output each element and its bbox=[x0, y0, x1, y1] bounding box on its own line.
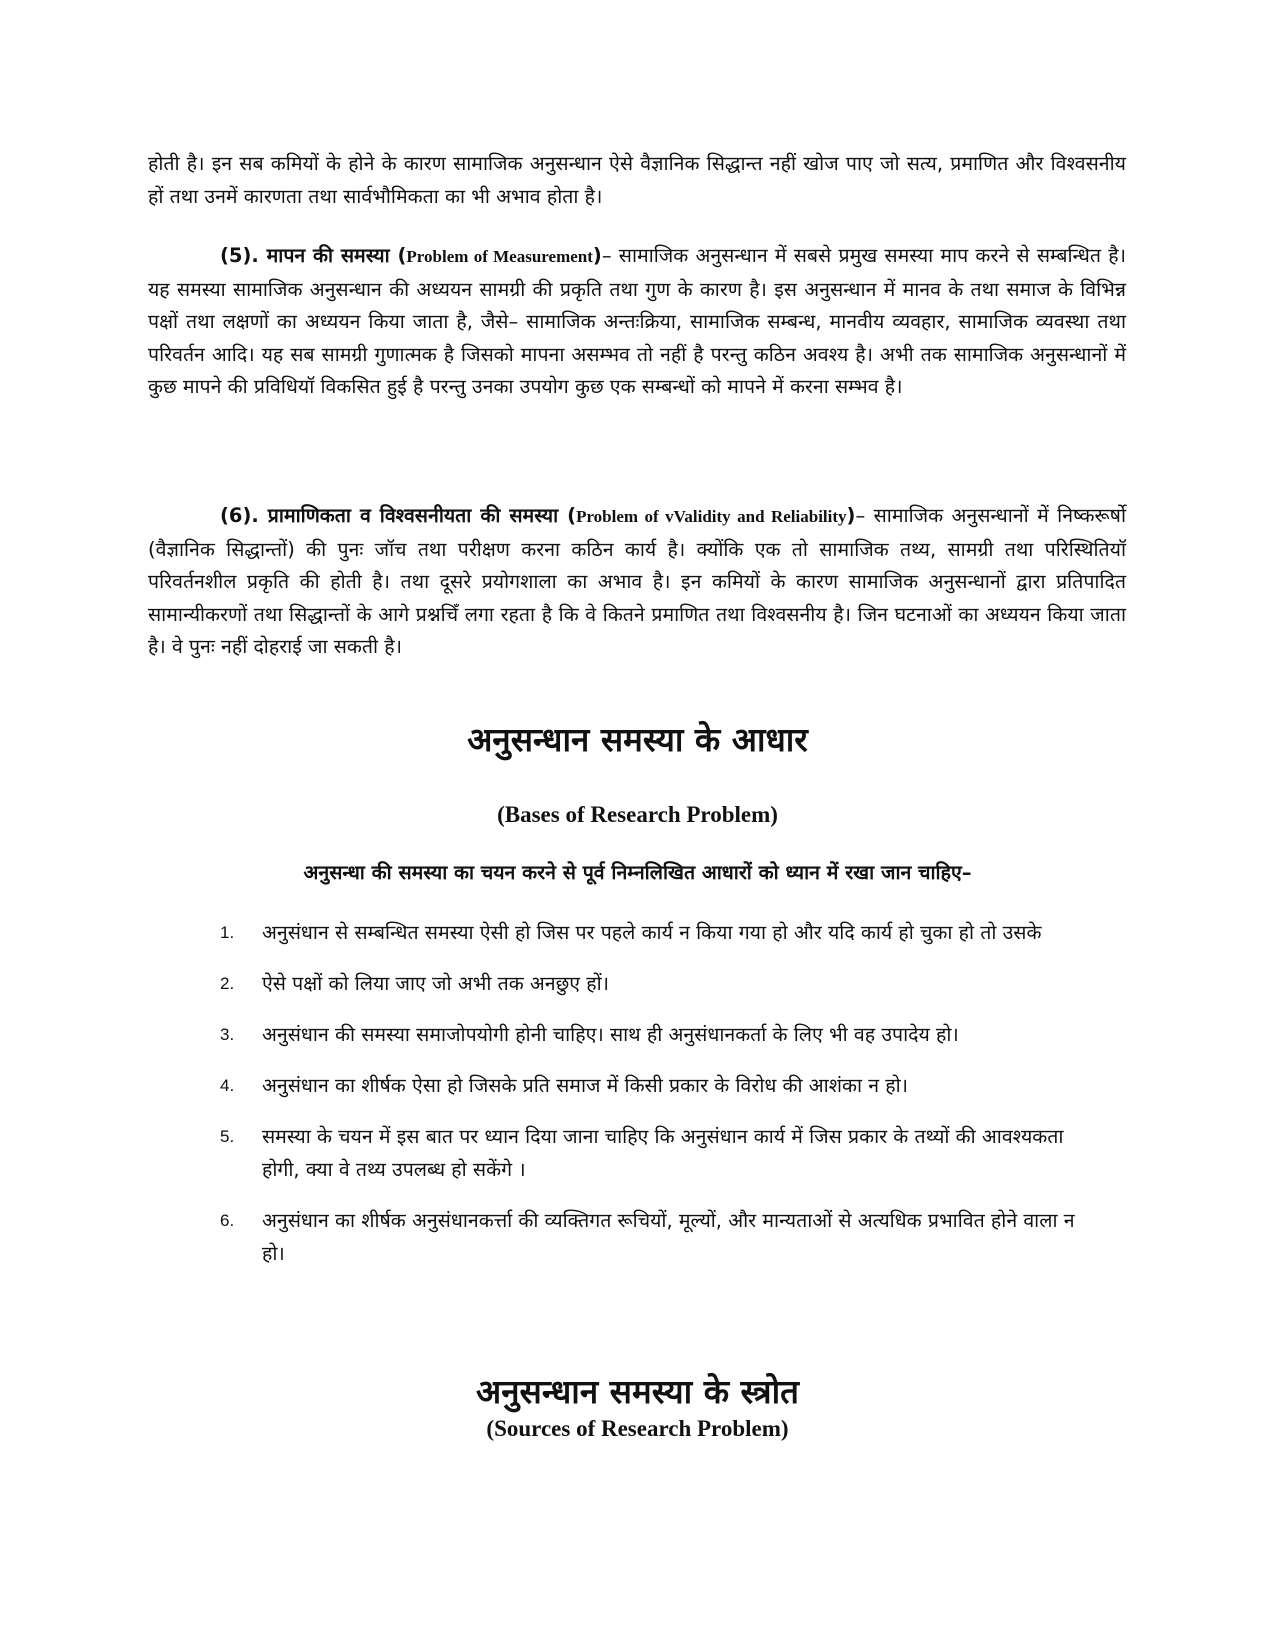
list-item-number: 1. bbox=[220, 923, 235, 942]
list-item-number: 6. bbox=[220, 1211, 235, 1230]
section-5-heading-close: ) bbox=[592, 244, 602, 267]
section-6-english-term: Problem of vValidity and Reliability bbox=[576, 507, 847, 526]
list-item-number: 3. bbox=[220, 1025, 235, 1044]
section-5-english-term: Problem of Measurement bbox=[406, 247, 593, 266]
bases-title: अनुसन्धान समस्या के आधार bbox=[467, 720, 808, 759]
list-item-text: अनुसंधान की समस्या समाजोपयोगी होनी चाहिए। साथ ही अनुसंधानकर्ता के लिए भी वह उपादेय हो। bbox=[262, 1023, 959, 1046]
bases-intro: अनुसन्धा की समस्या का चयन करने से पूर्व निम्नलिखित आधारों को ध्यान में रखा जान चाहिए– bbox=[303, 861, 972, 884]
list-item bbox=[220, 916, 1100, 949]
section-6-paragraph bbox=[148, 500, 1126, 664]
list-item-text: ऐसे पक्षों को लिया जाए जो अभी तक अनछुए हों। bbox=[262, 972, 610, 995]
list-item-text: अनुसंधान का शीर्षक ऐसा हो जिसके प्रति समाज में किसी प्रकार के विरोध की आशंका न हो। bbox=[262, 1074, 909, 1097]
list-item-number: 4. bbox=[220, 1076, 235, 1095]
list-item-text: अनुसंधान से सम्बन्धित समस्या ऐसी हो जिस पर पहले कार्य न किया गया हो और यदि कार्य हो चुका हो तो उसके bbox=[262, 921, 1042, 944]
bases-list bbox=[220, 916, 1100, 1288]
list-item bbox=[220, 1018, 1100, 1051]
list-item bbox=[220, 967, 1100, 1000]
list-item-number: 2. bbox=[220, 974, 235, 993]
section-6-heading-close: ) bbox=[846, 504, 856, 527]
section-6-heading: (6). प्रामाणिकता व विश्वसनीयता की समस्या ( bbox=[220, 504, 577, 527]
intro-paragraph: होती है। इन सब कमियों के होने के कारण सामाजिक अनुसन्धान ऐसे वैज्ञानिक सिद्धान्त नहीं खोज पाए जो सत्य, प्रमाणित और विश्वसनीय हों तथा उनमें कारणता तथा सार्वभौमिकता का भी अभाव होता है। bbox=[148, 152, 1126, 208]
list-item-text: अनुसंधान का शीर्षक अनुसंधानकर्त्ता की व्यक्तिगत रूचियों, मूल्यों, और मान्यताओं से अत्यधिक प्रभावित होने वाला न हो। bbox=[262, 1209, 1075, 1265]
section-5-paragraph bbox=[148, 240, 1126, 404]
section-5-heading: (5). मापन की समस्या ( bbox=[220, 244, 407, 267]
sources-subtitle: (Sources of Research Problem) bbox=[486, 1416, 789, 1441]
list-item bbox=[220, 1069, 1100, 1102]
list-item-number: 5. bbox=[220, 1127, 235, 1146]
section-5-body: – सामाजिक अनुसन्धान में सबसे प्रमुख समस्या माप करने से सम्बन्धित है। यह समस्या सामाजिक अनुसन्धान की अध्ययन सामग्री की प्रकृति तथा गुण के कारण है। इस अनुसन्धान में मानव के तथा समाज के विभिन्न पक्षों तथा लक्षणों का अध्ययन किया जाता है, जैसे– सामाजिक अन्तःक्रिया, सामाजिक सम्बन्ध, मानवीय व्यवहार, सामाजिक व्यवस्था तथा परिवर्तन आदि। यह सब सामग्री गुणात्मक है जिसको मापना असम्भव तो नहीं है परन्तु कठिन अवश्य है। अभी तक सामाजिक अनुसन्धानों में कुछ मापने की प्रविधियॉ विकसित हुई है परन्तु उनका उपयोग कुछ एक सम्बन्धों को मापने में करना सम्भव है। bbox=[148, 244, 1127, 398]
sources-title: अनुसन्धान समस्या के स्त्रोत bbox=[476, 1372, 799, 1411]
section-6-body: – सामाजिक अनुसन्धानों में निष्करूर्षो (वैज्ञानिक सिद्धान्तों) की पुनः जॉच तथा परीक्षण करना कठिन कार्य है। क्योंकि एक तो सामाजिक तथ्य, सामग्री तथा परिस्थितियॉ परिवर्तनशील प्रकृति की होती है। तथा दूसरे प्रयोगशाला का अभाव है। इन कमियों के कारण सामाजिक अनुसन्धानों द्वारा प्रतिपादित सामान्यीकरणों तथा सिद्धान्तों के आगे प्रश्नचिँ लगा रहता है कि वे कितने प्रमाणित तथा विश्वसनीय है। जिन घटनाओं का अध्ययन किया जाता है। वे पुनः नहीं दोहराई जा सकती है। bbox=[148, 504, 1126, 658]
bases-subtitle: (Bases of Research Problem) bbox=[497, 802, 778, 827]
list-item-text: समस्या के चयन में इस बात पर ध्यान दिया जाना चाहिए कि अनुसंधान कार्य में जिस प्रकार के तथ्यों की आवश्यकता होगी, क्या वे तथ्य उपलब्ध हो सकेंगे । bbox=[262, 1125, 1064, 1181]
list-item bbox=[220, 1204, 1100, 1270]
list-item bbox=[220, 1120, 1100, 1186]
